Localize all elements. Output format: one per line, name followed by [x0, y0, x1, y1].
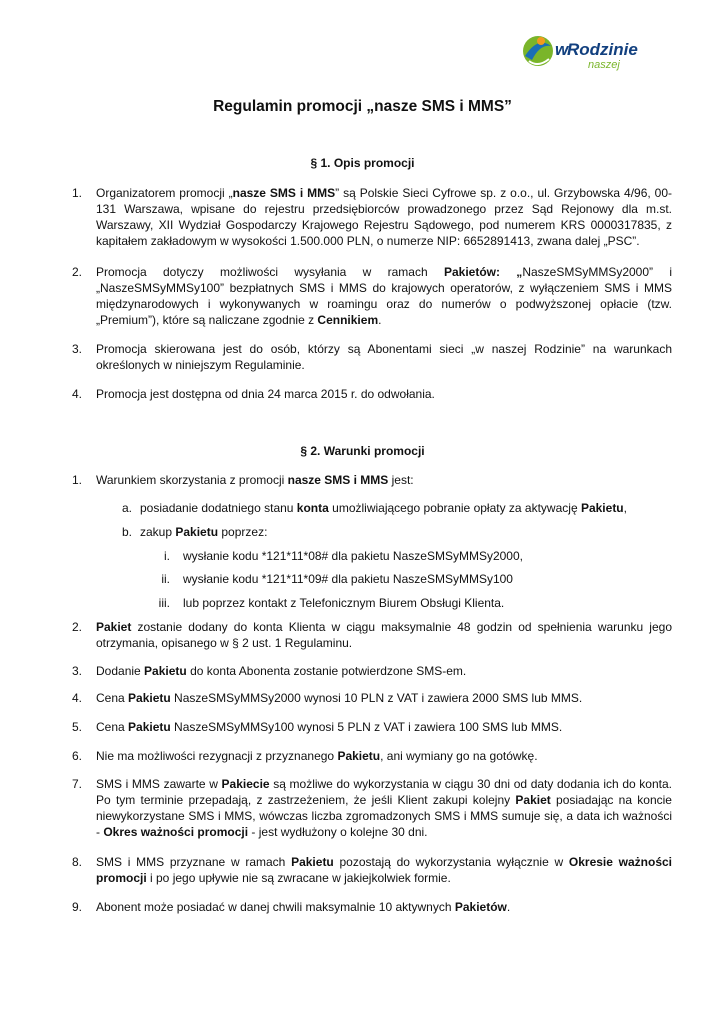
- condition-a: [120, 500, 680, 516]
- text-run: pozostają do wykorzystania wyłącznie w: [333, 855, 569, 869]
- method-label: i.: [164, 549, 170, 563]
- section-2-item-4: [72, 690, 672, 706]
- item-text: [96, 899, 672, 915]
- item-number: 4.: [72, 691, 83, 705]
- item-text: [96, 185, 672, 249]
- text-run: Dodanie: [96, 664, 145, 678]
- section-2-item-3: [72, 663, 672, 679]
- item-number: 9.: [72, 900, 83, 914]
- condition-b: [120, 524, 680, 540]
- bold-text: Pakietu: [175, 525, 219, 539]
- bold-text: Pakiet: [96, 620, 132, 634]
- logo-graphic: [520, 30, 650, 74]
- text-run: NaszeSMSyMMSy100 wynosi 5 PLN z VAT i zawiera 100 SMS lub MMS.: [170, 720, 563, 734]
- section-2-item-2: [72, 619, 672, 651]
- section-2-heading: § 2. Warunki promocji: [300, 444, 425, 458]
- condition-label: b.: [121, 525, 132, 539]
- text-run: posiadając na koncie niewykorzystane SMS i MMS, wówczas liczba zgromadzonych SMS i MMS sumuje się, a data ich ważności -: [96, 793, 672, 839]
- text-run: do konta Abonenta zostanie potwierdzone SMS-em.: [186, 664, 467, 678]
- item-number: 6.: [72, 749, 83, 763]
- text-run: poprzez:: [218, 525, 268, 539]
- text-run: zostanie dodany do konta Klienta w ciągu maksymalnie 48 godzin od spełnienia warunku jego otrzymania, opisanego w § 2 ust. 1 Regulaminu.: [96, 620, 672, 650]
- item-text: [96, 472, 672, 488]
- item-text: [96, 776, 672, 840]
- bold-text: Okresie ważności promocji: [96, 855, 673, 885]
- item-text: [96, 854, 672, 886]
- item-text: [96, 663, 672, 679]
- text-run: ” są Polskie Sieci Cyfrowe sp. z o.o., ul. Grzybowska 4/96, 00-131 Warszawa, wpisane do rejestru przedsiębiorców prowadzonego przez Sąd Rejonowy dla m.st. Warszawy, XII Wydział Gospodarczy Krajowego Rejestru Sądowego, pod numerem KRS 0000317835, z kapitałem zakładowym w wysokości 1.500.000 PLN, o numerze NIP: 6652891413, zwana dalej „PSC”.: [96, 186, 673, 248]
- bold-text: Pakiet: [515, 793, 551, 807]
- text-run: .: [378, 313, 382, 327]
- bold-text: Pakiecie: [221, 777, 270, 791]
- text-run: , ani wymiany go na gotówkę.: [380, 749, 538, 763]
- bold-text: Pakietów: „: [443, 265, 523, 279]
- logo-text-w: w: [555, 40, 569, 59]
- logo-text-rodzinie: Rodzinie: [567, 40, 638, 59]
- bold-text: Pakietu: [337, 749, 381, 763]
- method-i: [150, 548, 670, 564]
- text-run: Promocja skierowana jest do osób, którzy są Abonentami sieci „w naszej Rodzinie” na warunkach określonych w niniejszym Regulaminie.: [96, 342, 672, 372]
- item-text: [96, 341, 672, 373]
- condition-text: [140, 524, 680, 540]
- bold-text: Okres ważności promocji: [103, 825, 249, 839]
- section-1-heading: § 1. Opis promocji: [310, 156, 415, 170]
- section-1-item-3: [72, 341, 672, 373]
- bold-text: Cennikiem: [317, 313, 379, 327]
- bold-text: Pakietu: [128, 691, 171, 705]
- bold-text: Pakietu: [291, 855, 334, 869]
- text-run: i po jego upływie nie są zwracane w jakiejkolwiek formie.: [146, 871, 451, 885]
- section-2-item-7: [72, 776, 672, 840]
- text-run: Promocja dotyczy możliwości wysyłania w ramach: [96, 265, 444, 279]
- text-run: ,: [623, 501, 627, 515]
- text-run: Abonent może posiadać w danej chwili maksymalnie 10 aktywnych: [96, 900, 455, 914]
- item-number: 5.: [72, 720, 83, 734]
- bold-text: Pakietu: [128, 720, 171, 734]
- text-run: NaszeSMSyMMSy2000” i „NaszeSMSyMMSy100” bezpłatnych SMS i MMS do krajowych operatorów, z wyłączeniem SMS i MMS międzynarodowych i wykonywanych w roamingu oraz do numerów o podwyższonej opłacie (tzw. „Premium”), które są naliczane zgodnie z: [96, 265, 672, 327]
- section-2-item-6: [72, 748, 672, 764]
- section-1-item-2: [72, 264, 672, 328]
- section-2-item-5: [72, 719, 672, 735]
- bold-text: Pakietu: [144, 664, 187, 678]
- text-run: NaszeSMSyMMSy2000 wynosi 10 PLN z VAT i zawiera 2000 SMS lub MMS.: [170, 691, 583, 705]
- item-number: 3.: [72, 342, 83, 356]
- item-number: 4.: [72, 387, 83, 401]
- text-run: zakup: [140, 525, 176, 539]
- item-number: 7.: [72, 777, 83, 791]
- bold-text: Pakietu: [580, 501, 624, 515]
- method-iii: [150, 595, 670, 611]
- text-run: jest:: [388, 473, 414, 487]
- item-number: 2.: [72, 265, 83, 279]
- text-run: Warunkiem skorzystania z promocji: [96, 473, 288, 487]
- text-run: są możliwe do wykorzystania w ciągu 30 dni od daty dodania ich do konta. Po tym terminie przepadają, z zastrzeżeniem, że jeśli Klient zakupi kolejny: [96, 777, 672, 807]
- text-run: umożliwiającego pobranie opłaty za aktywację: [328, 501, 581, 515]
- item-text: [96, 386, 672, 402]
- bold-text: Pakietów: [454, 900, 507, 914]
- bold-text: nasze SMS i MMS: [287, 473, 389, 487]
- text-run: Promocja jest dostępna od dnia 24 marca 2015 r. do odwołania.: [96, 387, 435, 401]
- item-text: [96, 264, 672, 328]
- item-text: [96, 619, 672, 651]
- item-text: [96, 748, 672, 764]
- method-ii: [150, 571, 670, 587]
- method-label: iii.: [158, 596, 170, 610]
- document-title: Regulamin promocji „nasze SMS i MMS”: [213, 98, 512, 115]
- section-1-item-1: [72, 185, 672, 249]
- text-run: SMS i MMS zawarte w: [96, 777, 222, 791]
- section-2-item-9: [72, 899, 672, 915]
- method-label: ii.: [161, 572, 170, 586]
- item-number: 1.: [72, 186, 83, 200]
- item-number: 8.: [72, 855, 83, 869]
- text-run: Cena: [96, 691, 129, 705]
- bold-text: nasze SMS i MMS: [232, 186, 336, 200]
- condition-label: a.: [121, 501, 132, 515]
- logo-orange-dot: [537, 37, 545, 45]
- section-1-item-4: [72, 386, 672, 402]
- text-run: Cena: [96, 720, 129, 734]
- text-run: Nie ma możliwości rezygnacji z przyznanego: [96, 749, 338, 763]
- item-text: [96, 690, 672, 706]
- brand-logo: [520, 30, 650, 74]
- method-text: wysłanie kodu *121*11*09# dla pakietu NaszeSMSyMMSy100: [183, 572, 513, 586]
- text-run: .: [506, 900, 511, 914]
- section-2-item-1: [72, 472, 672, 488]
- method-text: lub poprzez kontakt z Telefonicznym Biurem Obsługi Klienta.: [183, 596, 505, 610]
- method-text: wysłanie kodu *121*11*08# dla pakietu NaszeSMSyMMSy2000,: [183, 549, 523, 563]
- item-number: 3.: [72, 664, 83, 678]
- text-run: SMS i MMS przyznane w ramach: [96, 855, 292, 869]
- text-run: - jest wydłużony o kolejne 30 dni.: [248, 825, 428, 839]
- bold-text: konta: [296, 501, 329, 515]
- item-text: [96, 719, 672, 735]
- item-number: 2.: [72, 620, 83, 634]
- text-run: Organizatorem promocji „: [96, 186, 233, 200]
- item-number: 1.: [72, 473, 83, 487]
- text-run: posiadanie dodatniego stanu: [140, 501, 297, 515]
- section-2-item-8: [72, 854, 672, 886]
- logo-text-naszej: naszej: [588, 59, 620, 71]
- condition-text: [140, 500, 680, 516]
